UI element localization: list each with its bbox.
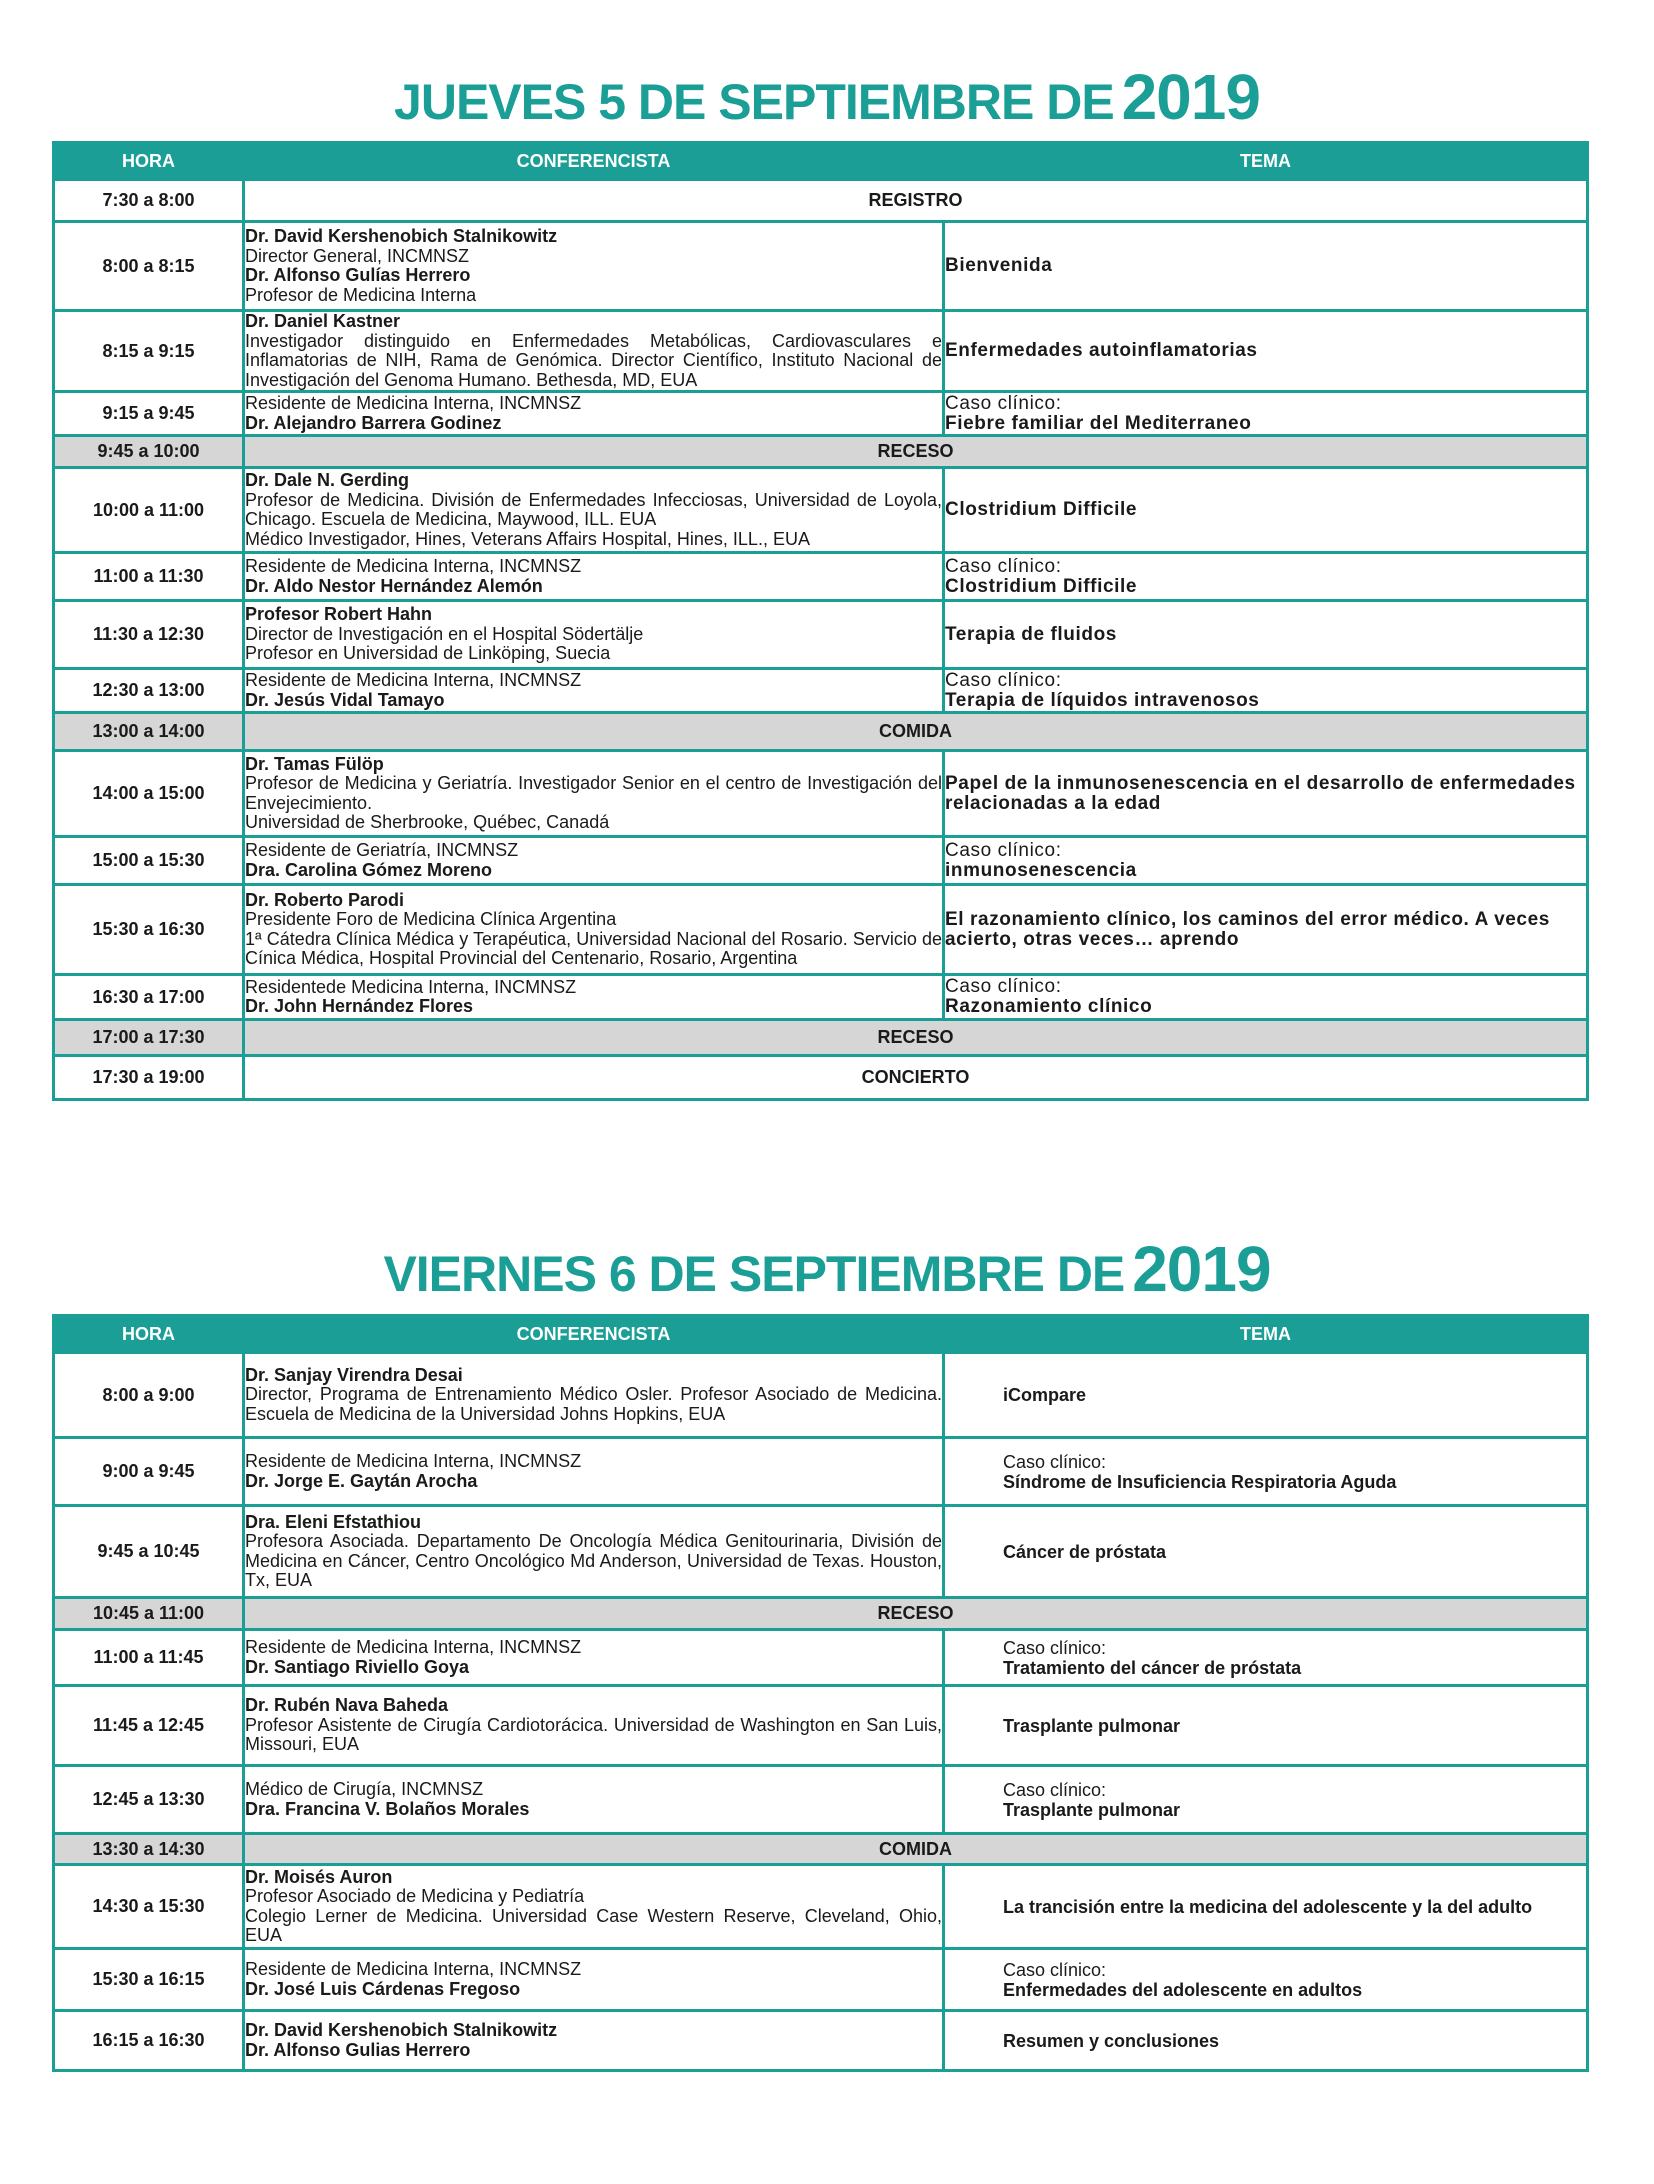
header-tema: TEMA [944, 143, 1588, 180]
header-row [54, 1316, 1588, 1353]
speaker-name: Dr. Rubén Nava Baheda [245, 1695, 449, 1716]
time-cell: 8:00 a 9:00 [54, 1353, 244, 1438]
speaker-affiliation: Residente de Medicina Interna, INCMNSZ [245, 1637, 582, 1657]
time-cell: 13:30 a 14:30 [54, 1834, 244, 1865]
speaker-cell [244, 1438, 944, 1506]
speaker-cell [244, 1949, 944, 2011]
speaker-cell [244, 669, 944, 713]
session-row [54, 885, 1588, 975]
topic-title: Terapia de líquidos intravenosos [945, 689, 1260, 711]
break-row [54, 436, 1588, 468]
speaker-cell [244, 2011, 944, 2071]
schedule-table-thursday [52, 141, 1589, 1101]
topic-cell [944, 1353, 1588, 1438]
speaker-cell [244, 1686, 944, 1766]
break-label: COMIDA [244, 713, 1588, 751]
speaker-name: Dra. Francina V. Bolaños Morales [245, 1798, 530, 1819]
session-row [54, 601, 1588, 669]
event-row [54, 1056, 1588, 1100]
time-cell: 17:30 a 19:00 [54, 1056, 244, 1100]
schedule-body [54, 143, 1588, 1100]
header-hora: HORA [54, 143, 244, 180]
break-label: RECESO [244, 436, 1588, 468]
speaker-name: Dr. David Kershenobich Stalnikowitz [245, 2020, 558, 2040]
time-cell: 15:30 a 16:15 [54, 1949, 244, 2011]
topic-label: Caso clínico: [1003, 1959, 1107, 1980]
speaker-affiliation: Profesor Asociado de Medicina y Pediatría [245, 1886, 585, 1906]
session-row [54, 669, 1588, 713]
break-row [54, 713, 1588, 751]
speaker-cell [244, 975, 944, 1020]
topic-title: Terapia de fluidos [945, 623, 1117, 645]
topic-title: El razonamiento clínico, los caminos del error médico. A veces acierto, otras veces… aprendo [945, 908, 1550, 950]
speaker-cell [244, 1630, 944, 1686]
topic-label: Caso clínico: [945, 555, 1062, 577]
speaker-cell [244, 601, 944, 669]
topic-title: Cáncer de próstata [1003, 1541, 1167, 1562]
topic-cell [944, 1766, 1588, 1834]
speaker-cell [244, 1766, 944, 1834]
topic-title: Razonamiento clínico [945, 996, 1153, 1017]
speaker-name: Dr. Alfonso Gulias Herrero [245, 2039, 471, 2060]
speaker-name: Dr. Alejandro Barrera Godinez [245, 412, 502, 433]
time-cell: 9:45 a 10:00 [54, 436, 244, 468]
topic-cell [944, 392, 1588, 436]
header-conferencista: CONFERENCISTA [244, 1316, 944, 1353]
topic-title: iCompare [1003, 1385, 1087, 1405]
topic-title: Clostridium Difficile [945, 499, 1138, 520]
session-row [54, 837, 1588, 885]
header-conferencista: CONFERENCISTA [244, 143, 944, 180]
time-cell: 10:45 a 11:00 [54, 1598, 244, 1630]
speaker-cell [244, 885, 944, 975]
time-cell: 17:00 a 17:30 [54, 1020, 244, 1056]
topic-label: Caso clínico: [1003, 1451, 1107, 1472]
speaker-name: Dr. Jesús Vidal Tamayo [245, 689, 445, 710]
topic-cell [944, 669, 1588, 713]
speaker-cell [244, 1865, 944, 1949]
topic-title: Resumen y conclusiones [1003, 2030, 1220, 2051]
speaker-affiliation: Profesor Asistente de Cirugía Cardiotorácica. Universidad de Washington en San Luis, Missouri, EUA [245, 1714, 942, 1755]
time-cell: 15:30 a 16:30 [54, 885, 244, 975]
topic-title: Trasplante pulmonar [1003, 1715, 1181, 1736]
time-cell: 11:00 a 11:30 [54, 553, 244, 601]
header-row [54, 143, 1588, 180]
day-title-year: 2019 [1132, 1233, 1271, 1305]
speaker-affiliation: Profesor de Medicina Interna [245, 284, 477, 305]
speaker-affiliation: Profesor de Medicina y Geriatría. Investigador Senior en el centro de Investigación del Envejecimiento. [245, 773, 942, 813]
topic-cell [944, 1630, 1588, 1686]
speaker-cell [244, 553, 944, 601]
speaker-cell [244, 837, 944, 885]
speaker-name: Dr. Santiago Riviello Goya [245, 1656, 470, 1677]
speaker-affiliation: Residente de Geriatría, INCMNSZ [245, 840, 519, 860]
event-label: CONCIERTO [244, 1056, 1588, 1100]
topic-cell [944, 311, 1588, 392]
topic-cell [944, 975, 1588, 1020]
break-label: RECESO [244, 1598, 1588, 1630]
time-cell: 15:00 a 15:30 [54, 837, 244, 885]
topic-cell [944, 1686, 1588, 1766]
speaker-name: Dr. John Hernández Flores [245, 996, 474, 1016]
topic-title: Enfermedades autoinflamatorias [945, 340, 1258, 361]
break-row [54, 1834, 1588, 1865]
topic-label: Caso clínico: [945, 669, 1062, 691]
topic-label: Caso clínico: [945, 839, 1062, 861]
day-title-thursday [0, 60, 1654, 134]
session-row [54, 1353, 1588, 1438]
speaker-name: Dra. Eleni Efstathiou [245, 1511, 422, 1532]
speaker-affiliation: Residente de Medicina Interna, INCMNSZ [245, 556, 582, 576]
time-cell: 8:00 a 8:15 [54, 222, 244, 311]
day-title-year: 2019 [1121, 61, 1260, 133]
topic-cell [944, 553, 1588, 601]
speaker-name: Dr. Tamas Fülöp [245, 753, 384, 774]
speaker-affiliation: Universidad de Sherbrooke, Québec, Canadá [245, 812, 610, 832]
topic-title: Bienvenida [945, 255, 1053, 276]
speaker-cell [244, 1353, 944, 1438]
session-row [54, 392, 1588, 436]
speaker-name: Dr. Sanjay Virendra Desai [245, 1364, 463, 1385]
speaker-name: Dr. Daniel Kastner [245, 311, 401, 331]
speaker-cell [244, 311, 944, 392]
speaker-affiliation: Médico Investigador, Hines, Veterans Affairs Hospital, Hines, ILL., EUA [245, 528, 810, 549]
topic-label: Caso clínico: [1003, 1637, 1107, 1658]
session-row [54, 2011, 1588, 2071]
speaker-name: Dr. Roberto Parodi [245, 889, 405, 910]
speaker-affiliation: Profesor en Universidad de Linköping, Suecia [245, 643, 611, 664]
speaker-name: Dr. Aldo Nestor Hernández Alemón [245, 575, 543, 596]
time-cell: 11:30 a 12:30 [54, 601, 244, 669]
topic-title: Síndrome de Insuficiencia Respiratoria Aguda [1003, 1471, 1397, 1492]
session-row [54, 1630, 1588, 1686]
topic-cell [944, 468, 1588, 553]
time-cell: 8:15 a 9:15 [54, 311, 244, 392]
break-row [54, 1598, 1588, 1630]
speaker-affiliation: Residente de Medicina Interna, INCMNSZ [245, 1959, 582, 1979]
day-title-text: VIERNES 6 DE SEPTIEMBRE DE [383, 1246, 1125, 1302]
speaker-name: Dr. Alfonso Gulías Herrero [245, 265, 471, 285]
speaker-affiliation: Profesora Asociada. Departamento De Oncología Médica Genitourinaria, División de Medicina en Cáncer, Centro Oncológico Md Anderson, Universidad de Texas. Houston, Tx, EUA [245, 1531, 942, 1590]
speaker-affiliation: Presidente Foro de Medicina Clínica Argentina [245, 909, 617, 929]
topic-cell [944, 1949, 1588, 2011]
speaker-affiliation: Residente de Medicina Interna, INCMNSZ [245, 670, 582, 690]
topic-cell [944, 222, 1588, 311]
topic-cell [944, 2011, 1588, 2071]
topic-title: Enfermedades del adolescente en adultos [1003, 1979, 1363, 2000]
time-cell: 11:45 a 12:45 [54, 1686, 244, 1766]
time-cell: 13:00 a 14:00 [54, 713, 244, 751]
speaker-affiliation: Residente de Medicina Interna, INCMNSZ [245, 1451, 582, 1471]
time-cell: 9:45 a 10:45 [54, 1506, 244, 1598]
topic-cell [944, 1506, 1588, 1598]
session-row [54, 1438, 1588, 1506]
time-cell: 14:30 a 15:30 [54, 1865, 244, 1949]
speaker-affiliation: Residente de Medicina Interna, INCMNSZ [245, 393, 582, 413]
speaker-name: Dr. Moisés Auron [245, 1866, 393, 1887]
topic-title: Papel de la inmunosenescencia en el desarrollo de enfermedades relacionadas a la edad [945, 772, 1576, 814]
topic-title: inmunosenescencia [945, 859, 1137, 881]
time-cell: 9:00 a 9:45 [54, 1438, 244, 1506]
day-title-friday [0, 1232, 1654, 1306]
time-cell: 11:00 a 11:45 [54, 1630, 244, 1686]
topic-cell [944, 1865, 1588, 1949]
topic-title: Fiebre familiar del Mediterraneo [945, 412, 1252, 434]
speaker-name: Profesor Robert Hahn [245, 604, 433, 625]
speaker-affiliation: Investigador distinguido en Enfermedades Metabólicas, Cardiovasculares e Inflamatorias de NIH, Rama de Genómica. Director Científico, Instituto Nacional de Investigación del Genoma Humano. Bethesda, MD, EUA [245, 330, 942, 390]
session-row [54, 1686, 1588, 1766]
session-row [54, 468, 1588, 553]
speaker-name: Dr. Dale N. Gerding [245, 470, 410, 490]
time-cell: 16:15 a 16:30 [54, 2011, 244, 2071]
speaker-cell [244, 1506, 944, 1598]
time-cell: 10:00 a 11:00 [54, 468, 244, 553]
speaker-cell [244, 751, 944, 837]
speaker-affiliation: Médico de Cirugía, INCMNSZ [245, 1779, 484, 1799]
topic-cell [944, 1438, 1588, 1506]
speaker-affiliation: Profesor de Medicina. División de Enfermedades Infecciosas, Universidad de Loyola, Chicago. Escuela de Medicina, Maywood, ILL. EUA [245, 489, 942, 529]
event-label: REGISTRO [244, 180, 1588, 222]
session-row [54, 751, 1588, 837]
header-hora: HORA [54, 1316, 244, 1353]
speaker-name: Dr. David Kershenobich Stalnikowitz [245, 226, 558, 246]
speaker-affiliation: 1ª Cátedra Clínica Médica y Terapéutica, Universidad Nacional del Rosario. Servicio de Cínica Médica, Hospital Provincial del Centenario, Rosario, Argentina [245, 928, 942, 968]
session-row [54, 1766, 1588, 1834]
speaker-name: Dr. Jorge E. Gaytán Arocha [245, 1470, 478, 1491]
topic-title: Clostridium Difficile [945, 575, 1138, 597]
topic-title: La trancisión entre la medicina del adolescente y la del adulto [1003, 1896, 1533, 1917]
session-row [54, 975, 1588, 1020]
speaker-affiliation: Director, Programa de Entrenamiento Médico Osler. Profesor Asociado de Medicina. Escuela de Medicina de la Universidad Johns Hopkins, EUA [245, 1384, 942, 1424]
topic-label: Caso clínico: [945, 976, 1062, 997]
session-row [54, 553, 1588, 601]
speaker-name: Dr. José Luis Cárdenas Fregoso [245, 1978, 521, 1999]
session-row [54, 1865, 1588, 1949]
break-label: COMIDA [244, 1834, 1588, 1865]
time-cell: 9:15 a 9:45 [54, 392, 244, 436]
time-cell: 12:45 a 13:30 [54, 1766, 244, 1834]
speaker-cell [244, 222, 944, 311]
break-row [54, 1020, 1588, 1056]
topic-cell [944, 885, 1588, 975]
session-row [54, 1506, 1588, 1598]
speaker-cell [244, 468, 944, 553]
event-row [54, 180, 1588, 222]
topic-title: Tratamiento del cáncer de próstata [1003, 1657, 1302, 1678]
speaker-affiliation: Director General, INCMNSZ [245, 245, 470, 266]
time-cell: 14:00 a 15:00 [54, 751, 244, 837]
topic-cell [944, 751, 1588, 837]
schedule-table-friday [52, 1314, 1589, 2072]
time-cell: 16:30 a 17:00 [54, 975, 244, 1020]
topic-label: Caso clínico: [1003, 1779, 1107, 1800]
topic-cell [944, 601, 1588, 669]
topic-cell [944, 837, 1588, 885]
speaker-affiliation: Colegio Lerner de Medicina. Universidad Case Western Reserve, Cleveland, Ohio, EUA [245, 1905, 942, 1945]
topic-label: Caso clínico: [945, 392, 1062, 414]
session-row [54, 1949, 1588, 2011]
speaker-affiliation: Residentede Medicina Interna, INCMNSZ [245, 976, 577, 997]
time-cell: 12:30 a 13:00 [54, 669, 244, 713]
time-cell: 7:30 a 8:00 [54, 180, 244, 222]
schedule-body [54, 1316, 1588, 2071]
speaker-name: Dra. Carolina Gómez Moreno [245, 859, 493, 880]
break-label: RECESO [244, 1020, 1588, 1056]
topic-title: Trasplante pulmonar [1003, 1799, 1181, 1820]
session-row [54, 311, 1588, 392]
session-row [54, 222, 1588, 311]
day-title-text: JUEVES 5 DE SEPTIEMBRE DE [394, 74, 1114, 130]
speaker-cell [244, 392, 944, 436]
speaker-affiliation: Director de Investigación en el Hospital Södertälje [245, 623, 644, 644]
header-tema: TEMA [944, 1316, 1588, 1353]
